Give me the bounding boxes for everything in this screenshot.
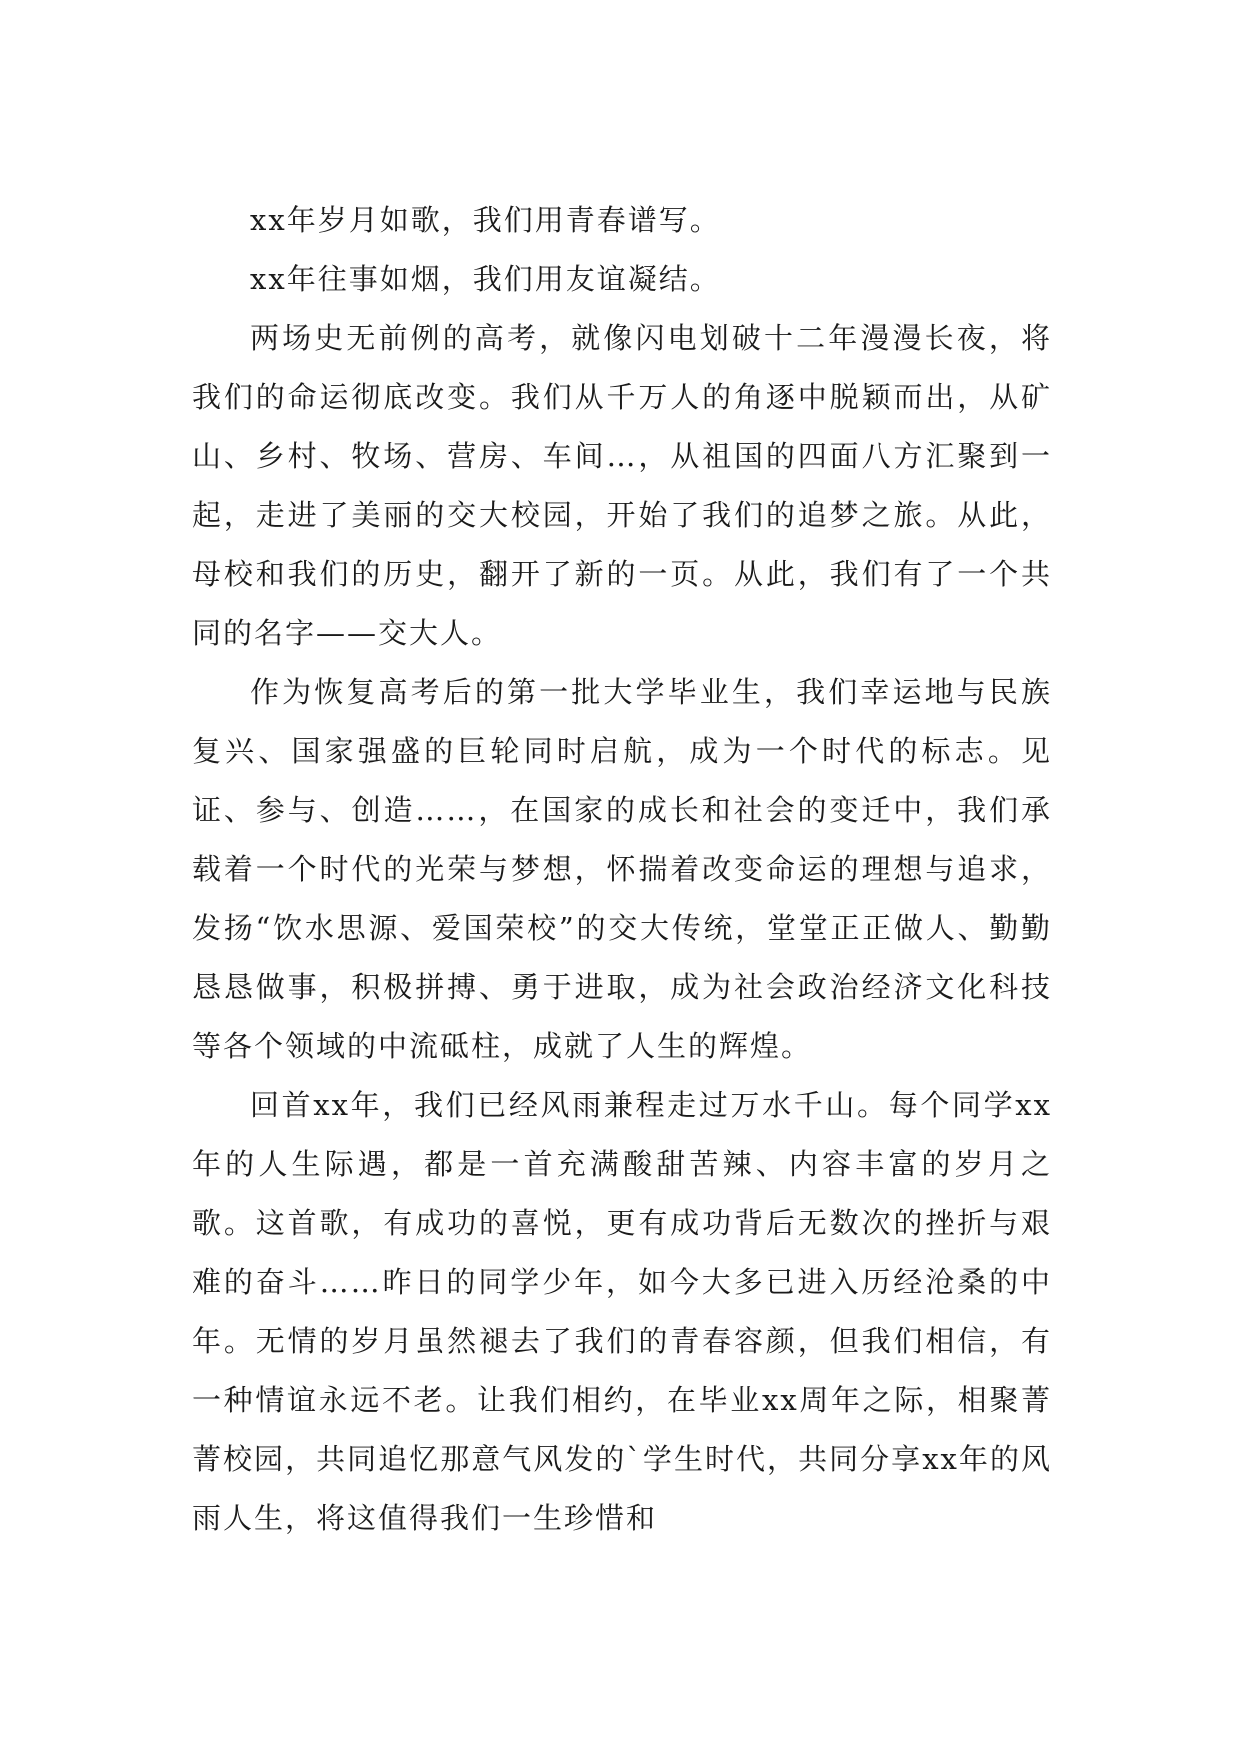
paragraph-5: 回首xx年，我们已经风雨兼程走过万水千山。每个同学xx年的人生际遇，都是一首充满酸甜苦辣、内容丰富的岁月之歌。这首歌，有成功的喜悦，更有成功背后无数次的挫折与艰难的奋斗……昨日的同学少年，如今大多已进入历经沧桑的中年。无情的岁月虽然褪去了我们的青春容颜，但我们相信，有一种情谊永远不老。让我们相约，在毕业xx周年之际，相聚菁菁校园，共同追忆那意气风发的`学生时代，共同分享xx年的风雨人生，将这值得我们一生珍惜和 — [192, 1088, 1052, 1535]
paragraph-3: 两场史无前例的高考，就像闪电划破十二年漫漫长夜，将我们的命运彻底改变。我们从千万人的角逐中脱颖而出，从矿山、乡村、牧场、营房、车间…，从祖国的四面八方汇聚到一起，走进了美丽的交大校园，开始了我们的追梦之旅。从此，母校和我们的历史，翻开了新的一页。从此，我们有了一个共同的名字——交大人。 — [192, 321, 1052, 650]
paragraph-1: xx年岁月如歌，我们用青春谱写。 — [250, 203, 721, 237]
paragraph-4: 作为恢复高考后的第一批大学毕业生，我们幸运地与民族复兴、国家强盛的巨轮同时启航，成为一个时代的标志。见证、参与、创造……，在国家的成长和社会的变迁中，我们承载着一个时代的光荣与梦想，怀揣着改变命运的理想与追求，发扬“饮水思源、爱国荣校”的交大传统，堂堂正正做人、勤勤恳恳做事，积极拼搏、勇于进取，成为社会政治经济文化科技等各个领域的中流砥柱，成就了人生的辉煌。 — [192, 675, 1052, 1063]
document-body — [192, 191, 1052, 1548]
paragraph-2: xx年往事如烟，我们用友谊凝结。 — [250, 262, 721, 296]
